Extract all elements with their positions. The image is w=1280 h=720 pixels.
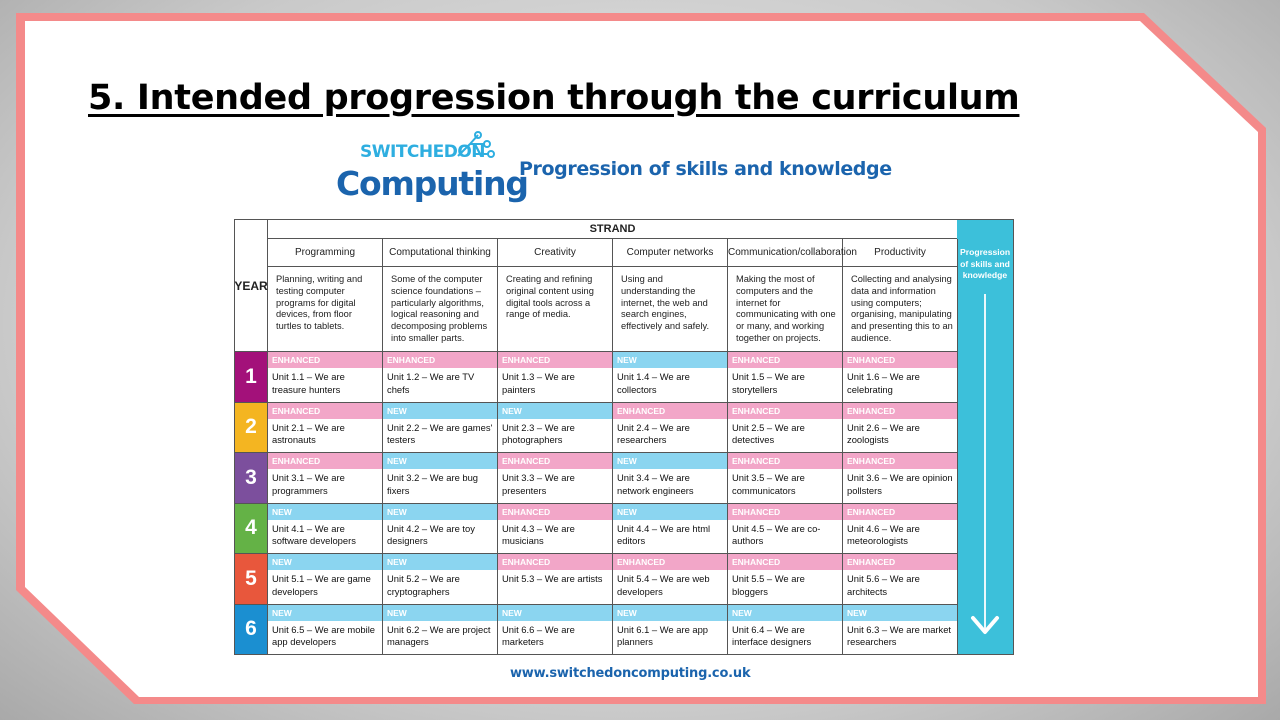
unit-cell	[728, 604, 843, 655]
status-badge: ENHANCED	[613, 403, 727, 419]
unit-cell	[728, 402, 843, 453]
unit-title: Unit 2.2 – We are games' testers	[387, 421, 493, 445]
status-badge: NEW	[613, 352, 727, 368]
unit-cell	[268, 402, 383, 453]
status-badge: ENHANCED	[498, 504, 612, 520]
unit-cell	[613, 553, 728, 604]
unit-cell	[268, 351, 383, 402]
unit-title: Unit 6.5 – We are mobile app developers	[272, 623, 376, 647]
progression-table	[234, 219, 1014, 655]
unit-title: Unit 1.5 – We are storytellers	[732, 371, 805, 395]
column-description: Making the most of computers and the internet for communicating with one or many, and working together on projects.	[728, 267, 843, 351]
unit-cell	[728, 553, 843, 604]
unit-cell	[498, 553, 613, 604]
status-badge: NEW	[613, 504, 727, 520]
unit-cell	[268, 604, 383, 655]
unit-title: Unit 1.4 – We are collectors	[617, 371, 690, 395]
status-badge: NEW	[383, 403, 497, 419]
status-badge: ENHANCED	[383, 352, 497, 368]
year-header: YEAR	[235, 220, 268, 351]
unit-cell	[498, 351, 613, 402]
unit-cell	[268, 503, 383, 554]
unit-cell	[728, 351, 843, 402]
unit-title: Unit 4.1 – We are software developers	[272, 522, 356, 546]
slide-title: 5. Intended progression through the curriculum	[88, 78, 1020, 118]
unit-cell	[383, 503, 498, 554]
status-badge: NEW	[613, 453, 727, 469]
unit-cell	[613, 604, 728, 655]
unit-title: Unit 1.1 – We are treasure hunters	[272, 371, 345, 395]
unit-cell	[268, 553, 383, 604]
unit-cell	[383, 553, 498, 604]
unit-title: Unit 5.5 – We are bloggers	[732, 573, 805, 597]
unit-cell	[383, 351, 498, 402]
status-badge: NEW	[383, 504, 497, 520]
unit-title: Unit 1.6 – We are celebrating	[847, 371, 920, 395]
unit-title: Unit 2.4 – We are researchers	[617, 421, 690, 445]
status-badge: ENHANCED	[728, 504, 842, 520]
unit-cell	[498, 503, 613, 554]
unit-cell	[613, 351, 728, 402]
unit-cell	[613, 503, 728, 554]
unit-cell	[843, 402, 958, 453]
unit-title: Unit 3.4 – We are network engineers	[617, 472, 694, 496]
status-badge: ENHANCED	[843, 453, 957, 469]
status-badge: ENHANCED	[268, 453, 382, 469]
progression-heading: Progression of skills and knowledge	[519, 158, 892, 180]
status-badge: ENHANCED	[843, 352, 957, 368]
progression-column	[957, 220, 1013, 654]
down-arrow-icon	[957, 294, 1013, 644]
unit-title: Unit 5.4 – We are web developers	[617, 573, 710, 597]
strand-header: STRAND	[268, 220, 957, 239]
status-badge: ENHANCED	[498, 554, 612, 570]
unit-title: Unit 6.2 – We are project managers	[387, 623, 491, 647]
logo-line-computing: Computing	[336, 164, 528, 203]
unit-cell	[728, 452, 843, 503]
unit-cell	[498, 452, 613, 503]
status-badge: ENHANCED	[728, 554, 842, 570]
column-header: Creativity	[498, 239, 613, 267]
unit-title: Unit 4.2 – We are toy designers	[387, 522, 475, 546]
column-header: Computer networks	[613, 239, 728, 267]
status-badge: NEW	[268, 554, 382, 570]
status-badge: ENHANCED	[268, 352, 382, 368]
switched-on-computing-logo	[336, 130, 528, 210]
status-badge: ENHANCED	[728, 453, 842, 469]
status-badge: NEW	[383, 453, 497, 469]
year-number: 3	[235, 452, 268, 503]
unit-title: Unit 5.2 – We are cryptographers	[387, 573, 460, 597]
status-badge: NEW	[728, 605, 842, 621]
unit-cell	[498, 402, 613, 453]
status-badge: ENHANCED	[268, 403, 382, 419]
unit-title: Unit 5.3 – We are artists	[502, 573, 603, 584]
column-header: Programming	[268, 239, 383, 267]
unit-cell	[843, 553, 958, 604]
year-number: 2	[235, 402, 268, 453]
unit-title: Unit 3.3 – We are presenters	[502, 472, 575, 496]
unit-title: Unit 2.5 – We are detectives	[732, 421, 805, 445]
unit-title: Unit 3.2 – We are bug fixers	[387, 472, 479, 496]
unit-cell	[613, 452, 728, 503]
column-description: Some of the computer science foundations – particularly algorithms, logical reasoning and decomposing problems into smaller parts.	[383, 267, 498, 351]
status-badge: NEW	[498, 403, 612, 419]
unit-title: Unit 4.3 – We are musicians	[502, 522, 575, 546]
unit-title: Unit 6.3 – We are market researchers	[847, 623, 952, 647]
unit-cell	[843, 503, 958, 554]
unit-title: Unit 4.6 – We are meteorologists	[847, 522, 920, 546]
unit-title: Unit 6.6 – We are marketers	[502, 623, 575, 647]
status-badge: ENHANCED	[843, 554, 957, 570]
column-header: Productivity	[843, 239, 958, 267]
column-description: Creating and refining original content using digital tools across a range of media.	[498, 267, 613, 351]
status-badge: ENHANCED	[728, 352, 842, 368]
progression-label: Progression of skills and knowledge	[960, 247, 1011, 280]
unit-cell	[268, 452, 383, 503]
unit-title: Unit 6.1 – We are app planners	[617, 623, 709, 647]
year-number: 5	[235, 553, 268, 604]
unit-cell	[843, 351, 958, 402]
status-badge: NEW	[498, 605, 612, 621]
unit-title: Unit 1.2 – We are TV chefs	[387, 371, 475, 395]
unit-title: Unit 1.3 – We are painters	[502, 371, 575, 395]
status-badge: ENHANCED	[843, 504, 957, 520]
unit-cell	[728, 503, 843, 554]
status-badge: NEW	[383, 554, 497, 570]
unit-title: Unit 4.4 – We are html editors	[617, 522, 711, 546]
unit-cell	[843, 604, 958, 655]
year-number: 6	[235, 604, 268, 655]
status-badge: NEW	[268, 504, 382, 520]
status-badge: NEW	[268, 605, 382, 621]
status-badge: ENHANCED	[498, 453, 612, 469]
unit-cell	[383, 452, 498, 503]
status-badge: NEW	[613, 605, 727, 621]
unit-cell	[383, 402, 498, 453]
column-description: Using and understanding the internet, the web and search engines, effectively and safely.	[613, 267, 728, 351]
unit-title: Unit 5.1 – We are game developers	[272, 573, 371, 597]
status-badge: ENHANCED	[843, 403, 957, 419]
year-number: 1	[235, 351, 268, 402]
year-number: 4	[235, 503, 268, 554]
status-badge: ENHANCED	[498, 352, 612, 368]
status-badge: NEW	[383, 605, 497, 621]
unit-title: Unit 2.3 – We are photographers	[502, 421, 575, 445]
status-badge: ENHANCED	[728, 403, 842, 419]
column-description: Collecting and analysing data and information using computers; organising, manipulating and presenting this to an audience.	[843, 267, 958, 351]
unit-title: Unit 2.1 – We are astronauts	[272, 421, 345, 445]
unit-title: Unit 3.6 – We are opinion pollsters	[847, 472, 953, 496]
unit-title: Unit 4.5 – We are co-authors	[732, 522, 821, 546]
logo-line-switchedon: SWITCHEDON	[360, 142, 486, 162]
column-description: Planning, writing and testing computer programs for digital devices, from floor turtles to tablets.	[268, 267, 383, 351]
unit-title: Unit 6.4 – We are interface designers	[732, 623, 812, 647]
unit-cell	[843, 452, 958, 503]
unit-title: Unit 3.5 – We are communicators	[732, 472, 805, 496]
unit-title: Unit 5.6 – We are architects	[847, 573, 920, 597]
status-badge: NEW	[843, 605, 957, 621]
unit-cell	[498, 604, 613, 655]
column-header: Communication/collaboration	[728, 239, 843, 267]
unit-title: Unit 3.1 – We are programmers	[272, 472, 345, 496]
unit-cell	[383, 604, 498, 655]
unit-title: Unit 2.6 – We are zoologists	[847, 421, 920, 445]
status-badge: ENHANCED	[613, 554, 727, 570]
column-header: Computational thinking	[383, 239, 498, 267]
unit-cell	[613, 402, 728, 453]
website-url[interactable]: www.switchedoncomputing.co.uk	[510, 666, 751, 681]
